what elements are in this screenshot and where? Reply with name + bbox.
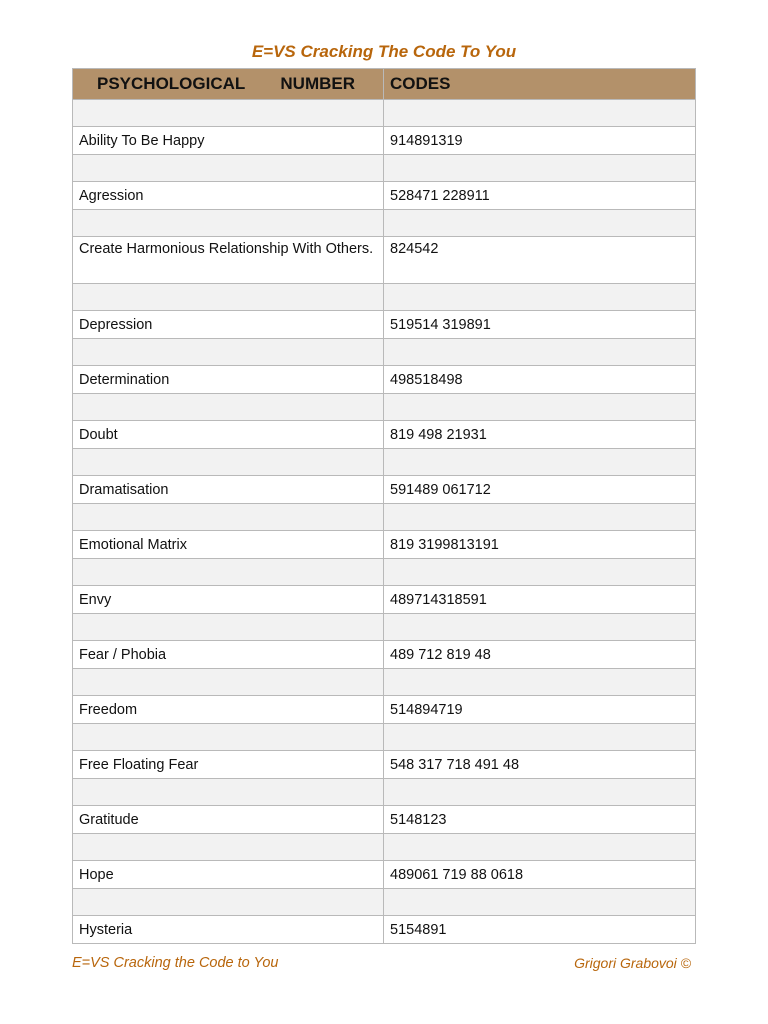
table-row (73, 586, 696, 614)
row-code: 514894719 (384, 696, 696, 724)
psychological-codes-table (72, 68, 696, 944)
spacer-row (73, 449, 696, 476)
row-code: 489 712 819 48 (384, 641, 696, 669)
spacer-row (73, 889, 696, 916)
row-name: Depression (73, 311, 384, 339)
spacer-row (73, 100, 696, 127)
table-row (73, 696, 696, 724)
spacer-row (73, 724, 696, 751)
table-row (73, 751, 696, 779)
table-row (73, 861, 696, 889)
spacer-row (73, 339, 696, 366)
spacer-row (73, 394, 696, 421)
spacer-row (73, 559, 696, 586)
row-code: 489714318591 (384, 586, 696, 614)
spacer-row (73, 155, 696, 182)
table-row (73, 916, 696, 944)
row-name: Create Harmonious Relationship With Others. (73, 237, 384, 284)
row-code: 824542 (384, 237, 696, 284)
row-name: Envy (73, 586, 384, 614)
row-code: 5148123 (384, 806, 696, 834)
row-name: Freedom (73, 696, 384, 724)
row-name: Ability To Be Happy (73, 127, 384, 155)
row-name: Dramatisation (73, 476, 384, 504)
row-code: 819 498 21931 (384, 421, 696, 449)
row-name: Determination (73, 366, 384, 394)
row-code: 819 3199813191 (384, 531, 696, 559)
row-name: Agression (73, 182, 384, 210)
spacer-row (73, 504, 696, 531)
header-codes: CODES (384, 69, 696, 100)
spacer-row (73, 669, 696, 696)
spacer-row (73, 834, 696, 861)
table-row (73, 237, 696, 284)
spacer-row (73, 614, 696, 641)
document-title: E=VS Cracking The Code To You (251, 42, 517, 61)
row-code: 498518498 (384, 366, 696, 394)
header-word-number: NUMBER (280, 74, 355, 93)
row-code: 528471 228911 (384, 182, 696, 210)
row-name: Free Floating Fear (73, 751, 384, 779)
header-word-psychological: PSYCHOLOGICAL (97, 74, 246, 93)
row-code: 548 317 718 491 48 (384, 751, 696, 779)
table-row (73, 476, 696, 504)
row-name: Gratitude (73, 806, 384, 834)
table-row (73, 421, 696, 449)
table-header-row (73, 69, 696, 100)
footer-author: Grigori Grabovoi © (574, 955, 691, 971)
row-code: 5154891 (384, 916, 696, 944)
spacer-row (73, 284, 696, 311)
row-name: Fear / Phobia (73, 641, 384, 669)
row-name: Emotional Matrix (73, 531, 384, 559)
spacer-row (73, 210, 696, 237)
row-name: Hysteria (73, 916, 384, 944)
table-row (73, 806, 696, 834)
row-code: 591489 061712 (384, 476, 696, 504)
table-row (73, 531, 696, 559)
table-row (73, 366, 696, 394)
footer-title: E=VS Cracking the Code to You (72, 955, 279, 971)
table-row (73, 127, 696, 155)
row-code: 519514 319891 (384, 311, 696, 339)
header-psychological-number (73, 69, 384, 100)
table-row (73, 641, 696, 669)
row-code: 489061 719 88 0618 (384, 861, 696, 889)
row-name: Doubt (73, 421, 384, 449)
table-row (73, 311, 696, 339)
table-row (73, 182, 696, 210)
spacer-row (73, 779, 696, 806)
row-name: Hope (73, 861, 384, 889)
row-code: 914891319 (384, 127, 696, 155)
